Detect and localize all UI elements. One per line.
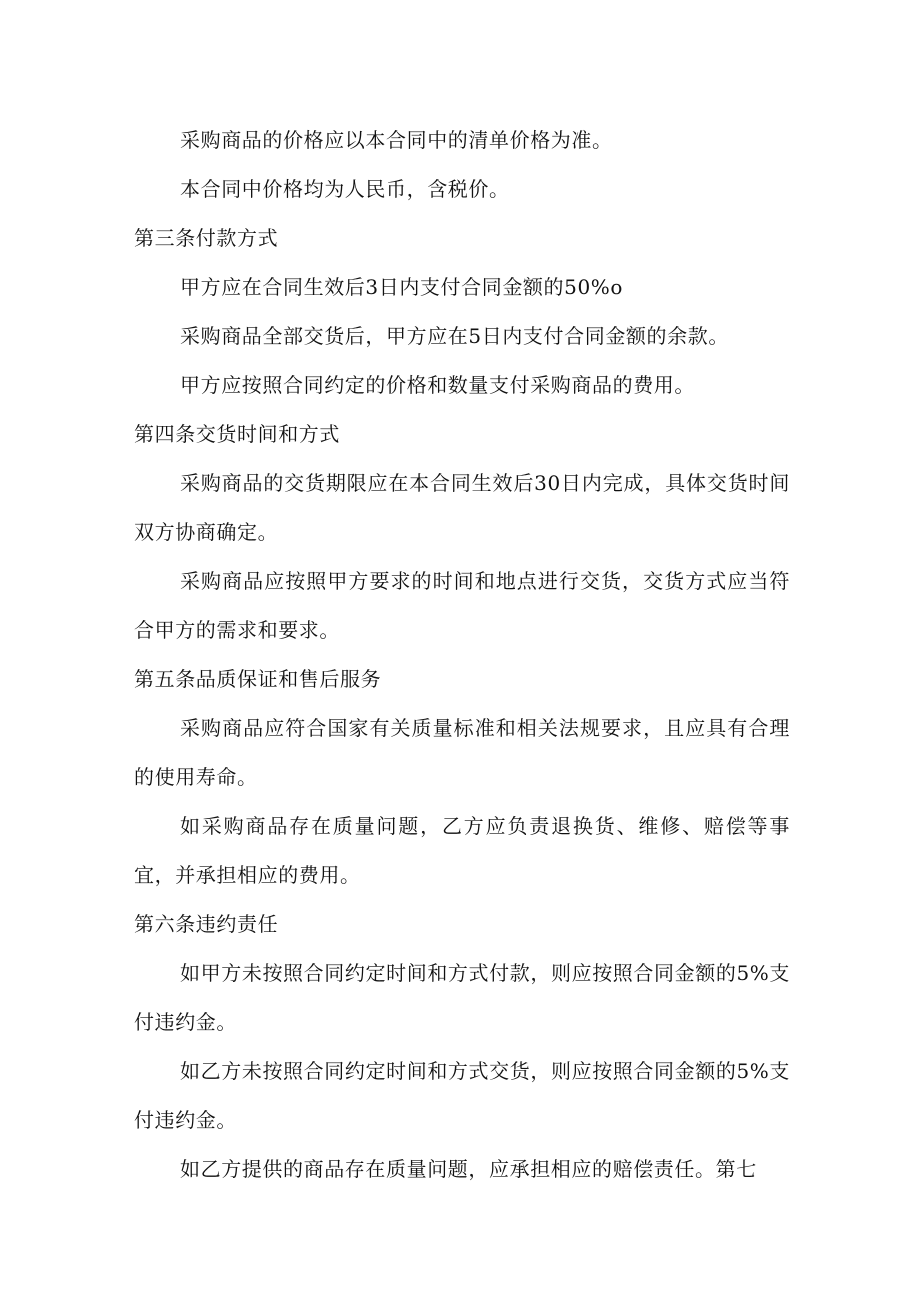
paragraph-quality-standard: 采购商品应符合国家有关质量标准和相关法规要求，且应具有合理的使用寿命。: [134, 716, 790, 789]
paragraph-liability-quality: 如乙方提供的商品存在质量问题，应承担相应的赔偿责任。第七: [180, 1157, 757, 1181]
paragraph-price-currency: 本合同中价格均为人民币，含税价。: [180, 177, 510, 201]
paragraph-delivery-method: 采购商品应按照甲方要求的时间和地点进行交货，交货方式应当符合甲方的需求和要求。: [134, 569, 790, 642]
paragraph-quality-issues: 如采购商品存在质量问题，乙方应负责退换货、维修、赔偿等事宜，并承担相应的费用。: [134, 814, 790, 887]
paragraph-delivery-deadline: 采购商品的交货期限应在本合同生效后30日内完成，具体交货时间双方协商确定。: [134, 471, 790, 544]
paragraph-liability-buyer: 如甲方未按照合同约定时间和方式付款，则应按照合同金额的5%支付违约金。: [134, 961, 790, 1034]
document-body: [134, 116, 790, 1194]
paragraph-payment-advance: 甲方应在合同生效后3日内支付合同金额的50%o: [180, 275, 624, 299]
section-heading-quality: 第五条品质保证和售后服务: [134, 667, 382, 691]
paragraph-liability-seller: 如乙方未按照合同约定时间和方式交货，则应按照合同金额的5%支付违约金。: [134, 1059, 790, 1132]
section-heading-liability: 第六条违约责任: [134, 912, 279, 936]
section-heading-delivery: 第四条交货时间和方式: [134, 422, 340, 446]
paragraph-payment-balance: 采购商品全部交货后，甲方应在5日内支付合同金额的余款。: [180, 324, 729, 348]
paragraph-payment-terms: 甲方应按照合同约定的价格和数量支付采购商品的费用。: [180, 373, 695, 397]
paragraph-price-basis: 采购商品的价格应以本合同中的清单价格为准。: [180, 128, 613, 152]
section-heading-payment: 第三条付款方式: [134, 226, 279, 250]
